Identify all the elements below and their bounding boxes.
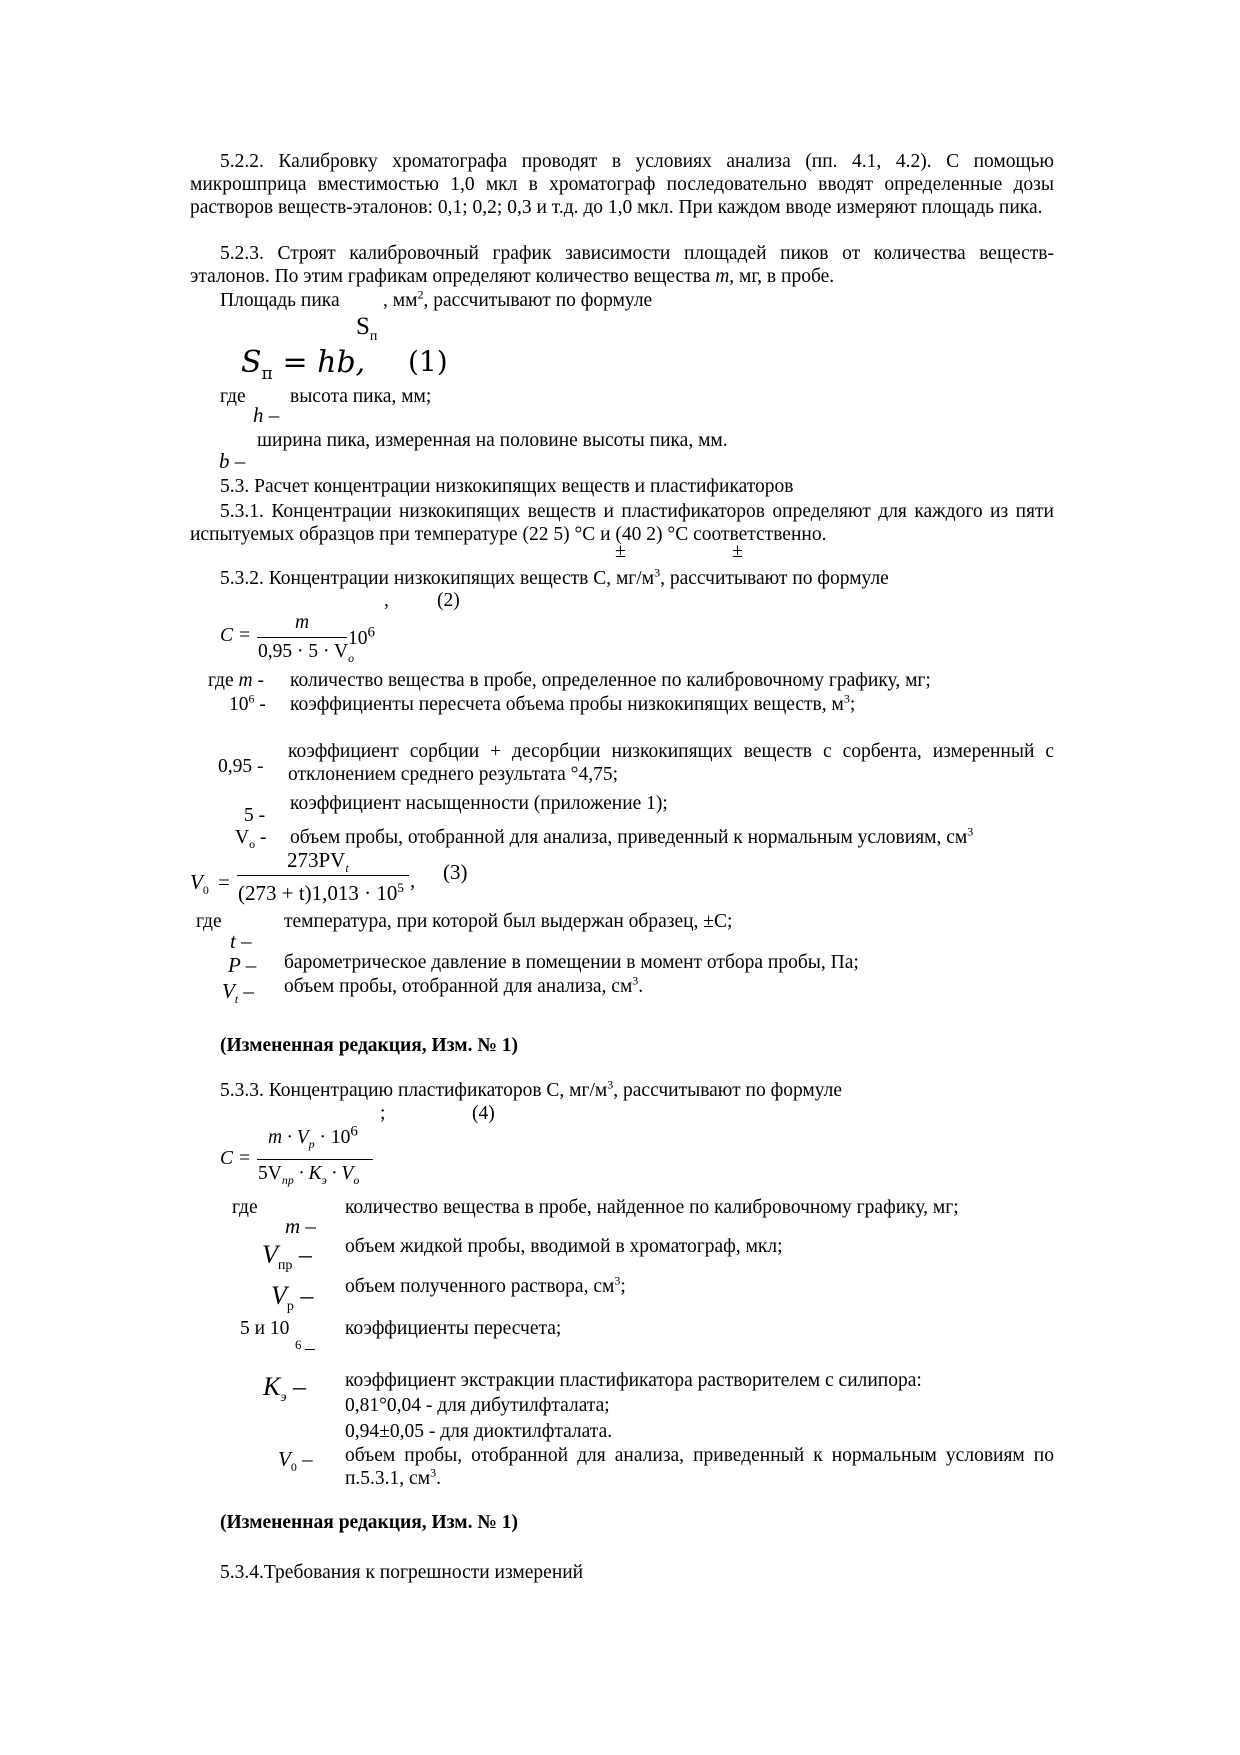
ke-dibutyl: 0,81°0,04 - для дибутилфталата; <box>345 1395 610 1416</box>
vt-definition: объем пробы, отобранной для анализа, $см^3$. <box>284 973 644 997</box>
vp-symbol: $V_р$ – <box>271 1281 314 1315</box>
k5-definition: коэффициенты пересчета; <box>345 1318 562 1339</box>
where-label-4: где <box>232 1197 258 1218</box>
ke-dioctyl: 0,94±0,05 - для диоктилфталата. <box>345 1421 613 1442</box>
heading-5-3: 5.3. Расчет концентрации низкокипящих веществ и пластификаторов <box>220 476 794 497</box>
vp-definition: объем полученного раствора, $см^3$; <box>345 1273 626 1297</box>
def-106-text: коэффициенты пересчета объема пробы низкокипящих веществ, $м^3$; <box>290 691 856 715</box>
paragraph-5-2-2: 5.2.2. Калибровку хроматографа проводят в условиях анализа (пп. 4.1, 4.2). С помощью микрошприца вместимостью 1,0 мкл в хроматограф последовательно вводят определенные дозы растворов веществ-эталонов: 0,1; 0,2; 0,3 и т.д. до 1,0 мкл. При каждом вводе измеряют площадь пика. <box>190 151 1054 218</box>
formula-4-numerator: $m \cdot V_p \cdot 10^6$ <box>268 1123 358 1151</box>
formula-2-comma: , <box>384 590 389 611</box>
where-label: где <box>220 386 246 407</box>
formula-2-numerator: m <box>295 612 310 633</box>
sn-symbol: $S_п$ <box>356 313 378 344</box>
p-definition: барометрическое давление в помещении в момент отбора пробы, Па; <box>284 952 859 973</box>
h-definition: высота пика, мм; <box>290 386 432 407</box>
p-symbol: P – <box>228 953 257 977</box>
plus-minus-1: ± <box>615 540 626 562</box>
paragraph-5-3-2: 5.3.2. Концентрации низкокипящих веществ С, $мг/м^3$, рассчитывают по формуле <box>220 565 889 589</box>
def-m-text: количество вещества в пробе, определенное по калибровочному графику, мг; <box>290 670 931 691</box>
t-definition: температура, при которой был выдержан образец, ±С; <box>284 911 733 932</box>
h-symbol: h – <box>253 403 280 427</box>
def-106-symbol: $10^6$ - <box>229 691 266 715</box>
paragraph-5-3-3: 5.3.3. Концентрацию пластификаторов С, $мг/м^3$, рассчитывают по формуле <box>220 1077 843 1101</box>
amendment-note-1: (Измененная редакция, Изм. № 1) <box>220 1035 519 1056</box>
area-line-label: Площадь пика <box>220 290 340 311</box>
v0-symbol: $V_0$ – <box>278 1447 313 1475</box>
formula-2-number: (2) <box>437 590 460 611</box>
formula-3-lhs: $V_0$ <box>190 870 209 898</box>
ke-symbol: $K_э$ – <box>263 1372 307 1406</box>
formula-2-denominator: $0,95 \cdot 5 \cdot V_o$ <box>258 641 355 665</box>
plus-minus-2: ± <box>732 540 743 562</box>
k5-power: 6 <box>295 1337 302 1352</box>
formula-3-comma: , <box>410 868 416 892</box>
paragraph-5-2-3: 5.2.3. Строят калибровочный график зависимости площадей пиков от количества веществ-эталонов. По этим графикам определяют количество вещества m, мг, в пробе. <box>190 243 1054 287</box>
k5-symbol: 5 и 10 <box>240 1318 290 1339</box>
def-vo-symbol: $V_o$ - <box>235 827 267 851</box>
paragraph-5-3-1: 5.3.1. Концентрации низкокипящих веществ и пластификаторов определяют для каждого из пяти испытуемых образцов при температуре (22 5) °С и (40 2) °С соответственно. <box>190 501 1054 545</box>
b-definition: ширина пика, измеренная на половине высоты пика, мм. <box>257 430 728 451</box>
formula-2-power: $10^6$ <box>348 624 375 649</box>
vt-symbol: $V_t$ – <box>222 979 254 1007</box>
vpr-symbol: $V_{пр}$ – <box>262 1240 312 1274</box>
def-m-symbol: где m - <box>208 670 264 691</box>
formula-4-semicolon: ; <box>380 1103 386 1124</box>
m-definition: количество вещества в пробе, найденное по калибровочному графику, мг; <box>345 1197 959 1218</box>
def-095-symbol: 0,95 - <box>218 756 264 777</box>
ke-definition: коэффициент экстракции пластификатора растворителем с силипора: <box>345 1370 922 1391</box>
formula-4-number: (4) <box>472 1103 495 1124</box>
def-vo-text: объем пробы, отобранной для анализа, приведенный к нормальным условиям, $см^3$ <box>290 824 974 848</box>
heading-5-3-4: 5.3.4.Требования к погрешности измерений <box>220 1562 584 1583</box>
formula-3-number: (3) <box>443 860 468 884</box>
formula-3-eq: = <box>218 870 230 894</box>
b-symbol: b – <box>219 449 246 473</box>
formula-3-fraction-bar <box>237 875 409 876</box>
vpr-definition: объем жидкой пробы, вводимой в хроматограф, мкл; <box>345 1236 783 1257</box>
v0-definition: объем пробы, отобранной для анализа, приведенный к нормальным условиям по п.5.3.1, $см^3$. <box>345 1445 1054 1489</box>
k5-dash: – <box>305 1338 315 1359</box>
def-5-text: коэффициент насыщенности (приложение 1); <box>290 793 668 814</box>
area-line-tail: , $мм^2$, рассчитывают по формуле <box>383 287 653 311</box>
formula-2-fraction-bar <box>257 637 347 638</box>
amendment-note-2: (Измененная редакция, Изм. № 1) <box>220 1512 519 1533</box>
def-5-symbol: 5 - <box>244 805 266 826</box>
def-095-text: коэффициент сорбции + десорбции низкокипящих веществ с сорбента, измеренный с отклонением среднего результата °4,75; <box>288 741 1054 785</box>
formula-2-lhs: C = <box>220 625 252 646</box>
m-symbol: m – <box>285 1214 316 1238</box>
formula-1: $S_п$ = hb, <box>241 345 366 384</box>
formula-3-numerator: $273PV_t$ <box>287 848 349 876</box>
t-symbol: t – <box>230 929 252 953</box>
formula-4-denominator: $5V_{np} \cdot K_э \cdot V_o$ <box>258 1163 360 1187</box>
formula-4-lhs: C = <box>220 1148 252 1169</box>
where-label-3: где <box>196 911 222 932</box>
formula-4-fraction-bar <box>257 1159 373 1160</box>
formula-3-denominator: $(273 + t)1,013 \cdot 10^5$ <box>238 880 404 905</box>
formula-1-number: (1) <box>408 345 448 378</box>
